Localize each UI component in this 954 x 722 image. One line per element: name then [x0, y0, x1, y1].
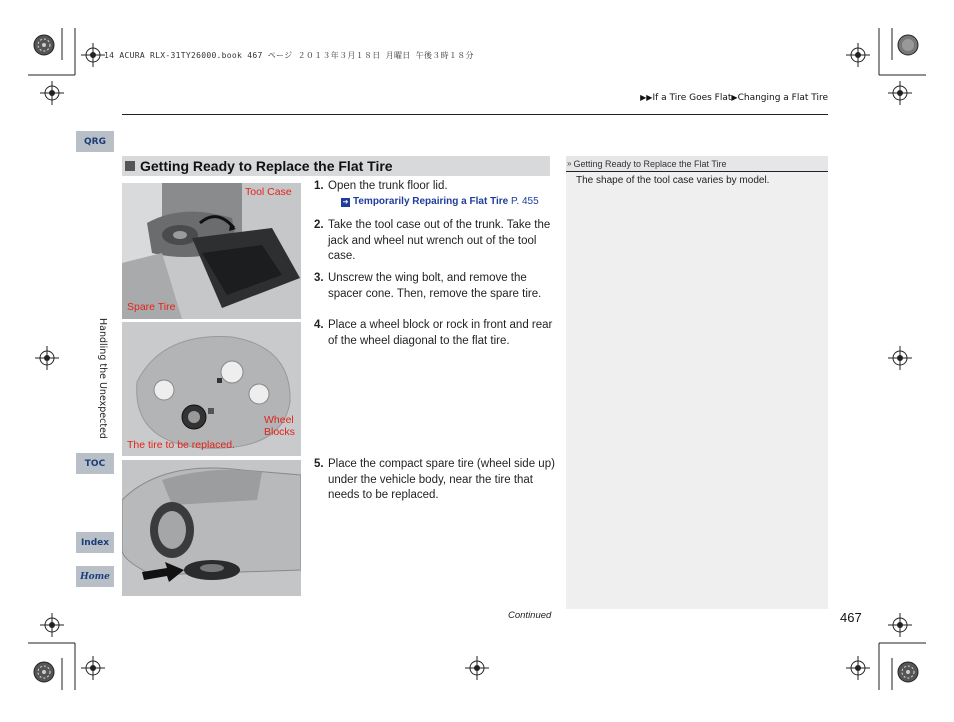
- index-tab[interactable]: Index: [76, 532, 114, 553]
- step-number: 4.: [314, 319, 324, 331]
- registration-mark-icon: [888, 81, 912, 105]
- tire-to-replace-label: The tire to be replaced.: [127, 439, 235, 451]
- step-text: Place the compact spare tire (wheel side up) under the vehicle body, near the tire that needs to be replaced.: [328, 458, 555, 501]
- trunk-illustration: [122, 183, 301, 319]
- note-heading-text: Getting Ready to Replace the Flat Tire: [573, 158, 727, 169]
- step-text: Unscrew the wing bolt, and remove the spacer cone. Then, remove the spare tire.: [328, 272, 542, 300]
- color-dial-icon: [897, 661, 919, 683]
- breadcrumb-current: Changing a Flat Tire: [737, 93, 828, 103]
- color-dial-icon: [33, 661, 55, 683]
- blocks-label: Blocks: [264, 426, 295, 438]
- registration-mark-icon: [888, 613, 912, 637]
- trunk-drawing: [122, 183, 301, 319]
- cross-reference-page[interactable]: P. 455: [508, 196, 539, 207]
- note-panel: [566, 156, 828, 609]
- breadcrumb: [640, 93, 828, 103]
- spare-under-car-illustration: [122, 460, 301, 596]
- home-tab[interactable]: Home: [76, 566, 114, 587]
- chapter-label: Handling the Unexpected: [97, 318, 108, 439]
- spare-under-car-drawing: [122, 460, 301, 596]
- wheel-blocks-illustration: [122, 322, 301, 456]
- cross-reference-link[interactable]: [341, 196, 539, 207]
- step-text: Take the tool case out of the trunk. Take the jack and wheel nut wrench out of the tool case.: [328, 219, 551, 262]
- registration-mark-icon: [846, 656, 870, 680]
- registration-mark-icon: [40, 613, 64, 637]
- step-3: [314, 271, 556, 302]
- step-text: Place a wheel block or rock in front and rear of the wheel diagonal to the flat tire.: [328, 319, 553, 347]
- arrow-icon: ▶: [731, 93, 738, 102]
- color-dial-icon: [897, 34, 919, 56]
- registration-mark-icon: [465, 656, 489, 680]
- step-2: [314, 218, 556, 265]
- color-dial-icon: [33, 34, 55, 56]
- step-number: 1.: [314, 180, 324, 192]
- continued-label: Continued: [508, 610, 552, 621]
- qrg-tab[interactable]: QRG: [76, 131, 114, 152]
- step-text: Open the trunk floor lid.: [328, 180, 448, 192]
- registration-mark-icon: [40, 81, 64, 105]
- cross-reference-title[interactable]: Temporarily Repairing a Flat Tire: [353, 196, 509, 207]
- wheel-label: Wheel: [264, 414, 294, 426]
- reference-arrow-icon: ➔: [342, 199, 349, 206]
- tool-case-label: Tool Case: [245, 186, 292, 198]
- double-chevron-icon: »: [567, 159, 572, 168]
- spare-tire-label: Spare Tire: [127, 301, 176, 313]
- registration-mark-icon: [35, 346, 59, 370]
- registration-mark-icon: [888, 346, 912, 370]
- step-number: 3.: [314, 272, 324, 284]
- note-body: The shape of the tool case varies by model.: [576, 175, 770, 186]
- double-arrow-icon: ▶▶: [640, 93, 653, 102]
- registration-mark-icon: [81, 656, 105, 680]
- section-header: [122, 156, 550, 176]
- step-number: 5.: [314, 458, 324, 470]
- registration-mark-icon: [81, 43, 105, 67]
- toc-tab[interactable]: TOC: [76, 453, 114, 474]
- step-5: [314, 457, 556, 504]
- step-1: [314, 179, 556, 195]
- step-number: 2.: [314, 219, 324, 231]
- breadcrumb-link-if-a-tire-goes-flat[interactable]: If a Tire Goes Flat: [652, 93, 732, 103]
- note-heading: [566, 156, 828, 172]
- section-title: Getting Ready to Replace the Flat Tire: [140, 158, 393, 174]
- step-4: [314, 318, 556, 349]
- header-divider: [122, 114, 828, 115]
- square-bullet-icon: [125, 161, 135, 171]
- registration-mark-icon: [846, 43, 870, 67]
- page-number: 467: [840, 610, 862, 625]
- print-header: 14 ACURA RLX-31TY26000.book 467 ページ ２０１３年３月１８日 月曜日 午後３時１８分: [104, 51, 474, 60]
